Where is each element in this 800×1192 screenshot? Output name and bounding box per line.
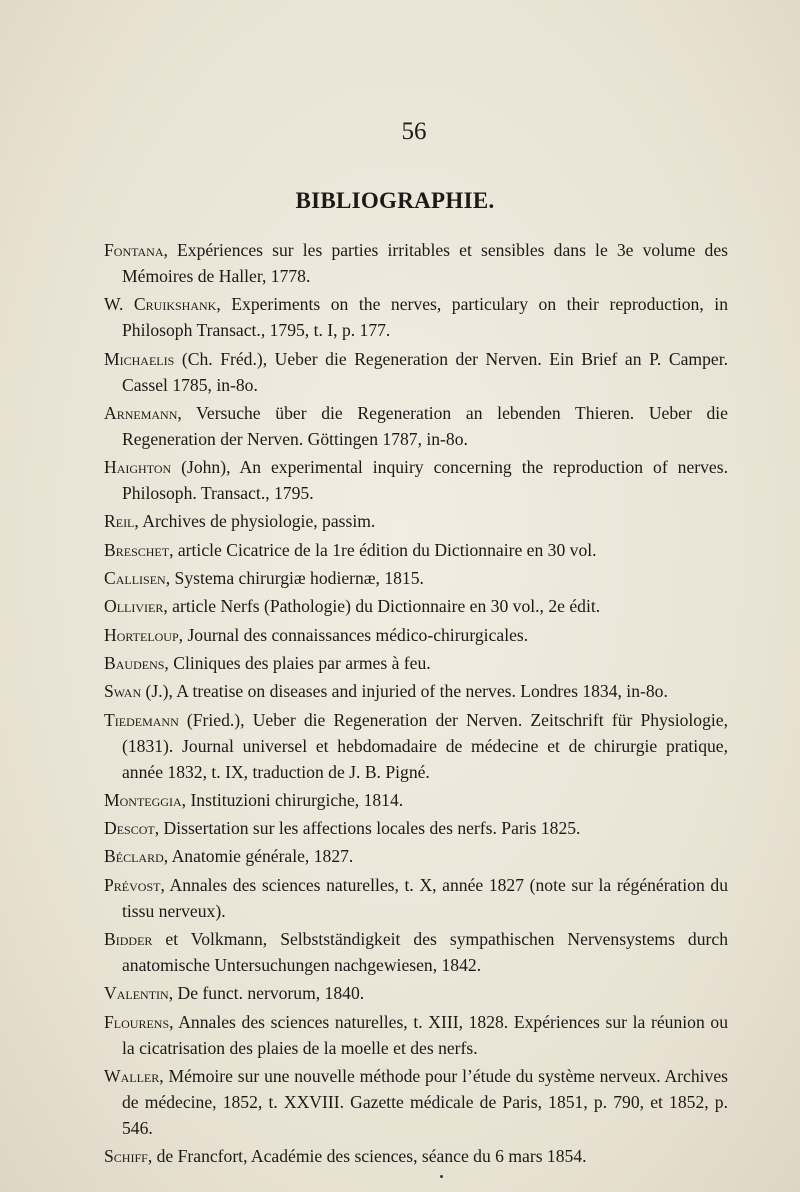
entry-author: Horteloup xyxy=(104,624,179,645)
entry-author: Valentin xyxy=(104,983,169,1004)
entry-author: Baudens xyxy=(104,652,165,673)
entry-text: , De funct. nervorum, 1840. xyxy=(168,983,365,1004)
entry-text: (Ch. Fréd.), Ueber die Regeneration der Nerven. Ein Brief an P. Camper. Cassel 1785, in-8o. xyxy=(122,348,728,395)
entry-author: Michaelis xyxy=(104,348,175,369)
entry-text: et Volkmann, Selbstständigkeit des sympathischen Nervensystems durch anatomische Untersuchungen nachgewiesen, 1842. xyxy=(122,929,728,976)
list-item xyxy=(104,1063,728,1141)
entry-author: Prévost xyxy=(104,874,161,895)
entry-text: , Dissertation sur les affections locales des nerfs. Paris 1825. xyxy=(154,818,581,839)
page-title: BIBLIOGRAPHIE. xyxy=(295,188,495,213)
list-item xyxy=(104,622,728,648)
list-item xyxy=(104,1143,728,1169)
entry-author: Schiff xyxy=(104,1146,148,1167)
entry-author: Swan xyxy=(104,681,142,702)
entry-text: (Fried.), Ueber die Regeneration der Nerven. Zeitschrift für Physiologie, (1831). Journal universel et hebdomadaire de médecine et de chirurgie pratique, année 1832, t. IX, traduction de J. B. Pigné. xyxy=(122,709,728,782)
entry-text: , Archives de physiologie, passim. xyxy=(134,511,376,532)
page-number: 56 xyxy=(401,118,427,145)
list-item xyxy=(104,650,728,676)
entry-text: , Expériences sur les parties irritables et sensibles dans le 3e volume des Mémoires de Haller, 1778. xyxy=(122,240,728,286)
list-item xyxy=(104,508,728,534)
entry-author: Tiedemann xyxy=(104,709,179,730)
entry-author: Flourens xyxy=(104,1011,170,1032)
entry-author: Monteggia xyxy=(104,789,182,810)
list-item xyxy=(104,1009,728,1061)
entry-text: (John), An experimental inquiry concerning the reproduction of nerves. Philosoph. Transact., 1795. xyxy=(122,457,728,504)
entry-text: , Annales des sciences naturelles, t. XIII, 1828. Expériences sur la réunion ou la cicatrisation des plaies de la moelle et des nerfs. xyxy=(122,1011,728,1058)
list-item xyxy=(104,678,728,704)
entry-author: Descot xyxy=(104,818,155,839)
list-item xyxy=(104,815,728,841)
list-item xyxy=(104,843,728,869)
list-item xyxy=(104,291,728,343)
entry-text: , de Francfort, Académie des sciences, séance du 6 mars 1854. xyxy=(147,1146,587,1167)
entry-author: W. Cruikshank xyxy=(104,294,217,315)
entry-text: (J.), A treatise on diseases and injuried of the nerves. Londres 1834, in-8o. xyxy=(141,681,668,702)
entry-text: , Instituzioni chirurgiche, 1814. xyxy=(181,789,404,810)
entry-text: , Journal des connaissances médico-chirurgicales. xyxy=(178,624,529,645)
entry-text: , Annales des sciences naturelles, t. X, année 1827 (note sur la régénération du tissu nerveux). xyxy=(122,874,728,921)
entry-author: Ollivier xyxy=(104,596,164,617)
list-item xyxy=(104,707,728,785)
entry-author: Callisen xyxy=(104,568,166,589)
list-item xyxy=(104,926,728,978)
entry-author: Haighton xyxy=(104,457,172,478)
entry-text: , Systema chirurgiæ hodiernæ, 1815. xyxy=(165,568,424,589)
entry-text: , Anatomie générale, 1827. xyxy=(163,846,354,867)
entry-text: , article Nerfs (Pathologie) du Dictionnaire en 30 vol., 2e édit. xyxy=(163,596,601,617)
entry-author: Arnemann xyxy=(104,402,178,423)
entry-text: , Experiments on the nerves, particulary on their reproduction, in Philosoph Transact., 1795, t. I, p. 177. xyxy=(122,294,728,341)
ink-speck xyxy=(440,1175,443,1178)
list-item xyxy=(104,872,728,924)
entry-author: Bidder xyxy=(104,929,153,950)
entry-text: , Cliniques des plaies par armes à feu. xyxy=(164,652,431,673)
list-item xyxy=(104,400,728,452)
bibliography-list xyxy=(104,237,728,1172)
entry-text: , article Cicatrice de la 1re édition du Dictionnaire en 30 vol. xyxy=(169,539,597,560)
list-item xyxy=(104,454,728,506)
entry-author: Breschet xyxy=(104,539,170,560)
list-item xyxy=(104,980,728,1006)
entry-author: Fontana xyxy=(104,240,164,260)
list-item xyxy=(104,237,728,289)
entry-author: Béclard xyxy=(104,846,164,867)
list-item xyxy=(104,537,728,563)
entry-author: Waller xyxy=(104,1065,160,1086)
list-item xyxy=(104,593,728,619)
entry-text: , Versuche über die Regeneration an lebenden Thieren. Ueber die Regeneration der Nerven. Göttingen 1787, in-8o. xyxy=(122,402,728,449)
list-item xyxy=(104,565,728,591)
entry-author: Reil xyxy=(104,511,135,532)
list-item xyxy=(104,346,728,398)
entry-text: , Mémoire sur une nouvelle méthode pour l’étude du système nerveux. Archives de médecine, 1852, t. XXVIII. Gazette médicale de Paris, 1851, p. 790, et 1852, p. 546. xyxy=(122,1065,728,1138)
list-item xyxy=(104,787,728,813)
